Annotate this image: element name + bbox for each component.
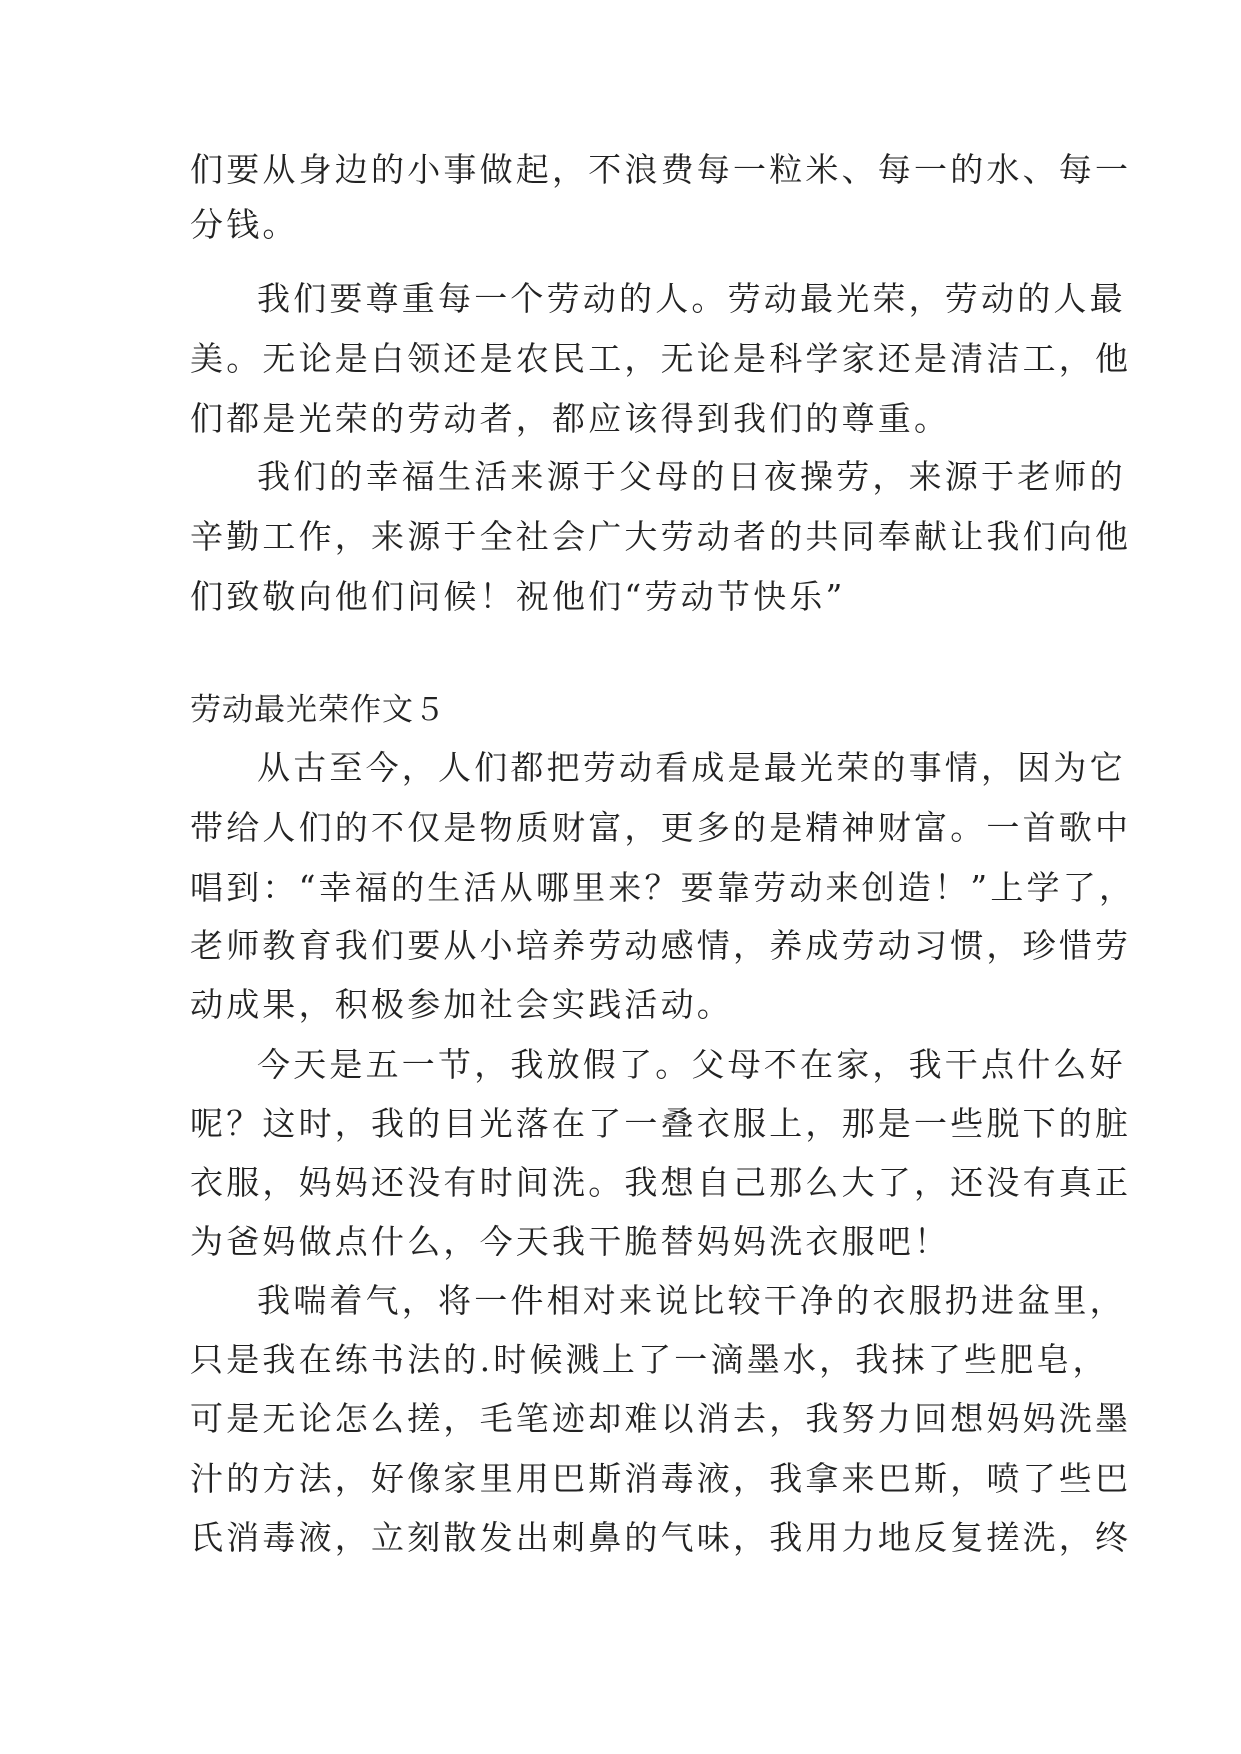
text-line: 只是我在练书法的.时候溅上了一滴墨水，我抹了些肥皂， (190, 1340, 1109, 1379)
text-line: 们都是光荣的劳动者，都应该得到我们的尊重。 (190, 399, 951, 438)
text-line: 分钱。 (190, 205, 299, 244)
paragraph-start-line: 我们的幸福生活来源于父母的日夜操劳，来源于老师的 (257, 457, 1126, 496)
paragraph-start-line: 我们要尊重每一个劳动的人。劳动最光荣，劳动的人最 (257, 279, 1126, 318)
paragraph-start-line: 今天是五一节，我放假了。父母不在家，我干点什么好 (257, 1045, 1126, 1084)
text-line: 美。无论是白领还是农民工，无论是科学家还是清洁工，他 (190, 339, 1132, 378)
text-line: 动成果，积极参加社会实践活动。 (190, 985, 733, 1024)
text-line: 可是无论怎么搓，毛笔迹却难以消去，我努力回想妈妈洗墨 (190, 1399, 1132, 1438)
text-line: 唱到：“幸福的生活从哪里来？要靠劳动来创造！”上学了， (190, 868, 1136, 907)
text-line: 辛勤工作，来源于全社会广大劳动者的共同奉献让我们向他 (190, 517, 1132, 556)
text-line: 们要从身边的小事做起，不浪费每一粒米、每一的水、每一 (190, 150, 1132, 189)
section-heading: 劳动最光荣作文５ (190, 692, 446, 728)
text-line: 为爸妈做点什么，今天我干脆替妈妈洗衣服吧！ (190, 1222, 951, 1261)
text-line: 衣服，妈妈还没有时间洗。我想自己那么大了，还没有真正 (190, 1163, 1132, 1202)
text-line: 氏消毒液，立刻散发出刺鼻的气味，我用力地反复搓洗，终 (190, 1518, 1132, 1557)
text-line: 呢？这时，我的目光落在了一叠衣服上，那是一些脱下的脏 (190, 1104, 1132, 1143)
paragraph-start-line: 我喘着气，将一件相对来说比较干净的衣服扔进盆里， (257, 1281, 1126, 1320)
text-line: 带给人们的不仅是物质财富，更多的是精神财富。一首歌中 (190, 808, 1132, 847)
text-line: 们致敬向他们问候！祝他们“劳动节快乐” (190, 577, 846, 616)
paragraph-start-line: 从古至今，人们都把劳动看成是最光荣的事情，因为它 (257, 748, 1126, 787)
text-line: 老师教育我们要从小培养劳动感情，养成劳动习惯，珍惜劳 (190, 926, 1132, 965)
text-line: 汁的方法，好像家里用巴斯消毒液，我拿来巴斯，喷了些巴 (190, 1459, 1132, 1498)
